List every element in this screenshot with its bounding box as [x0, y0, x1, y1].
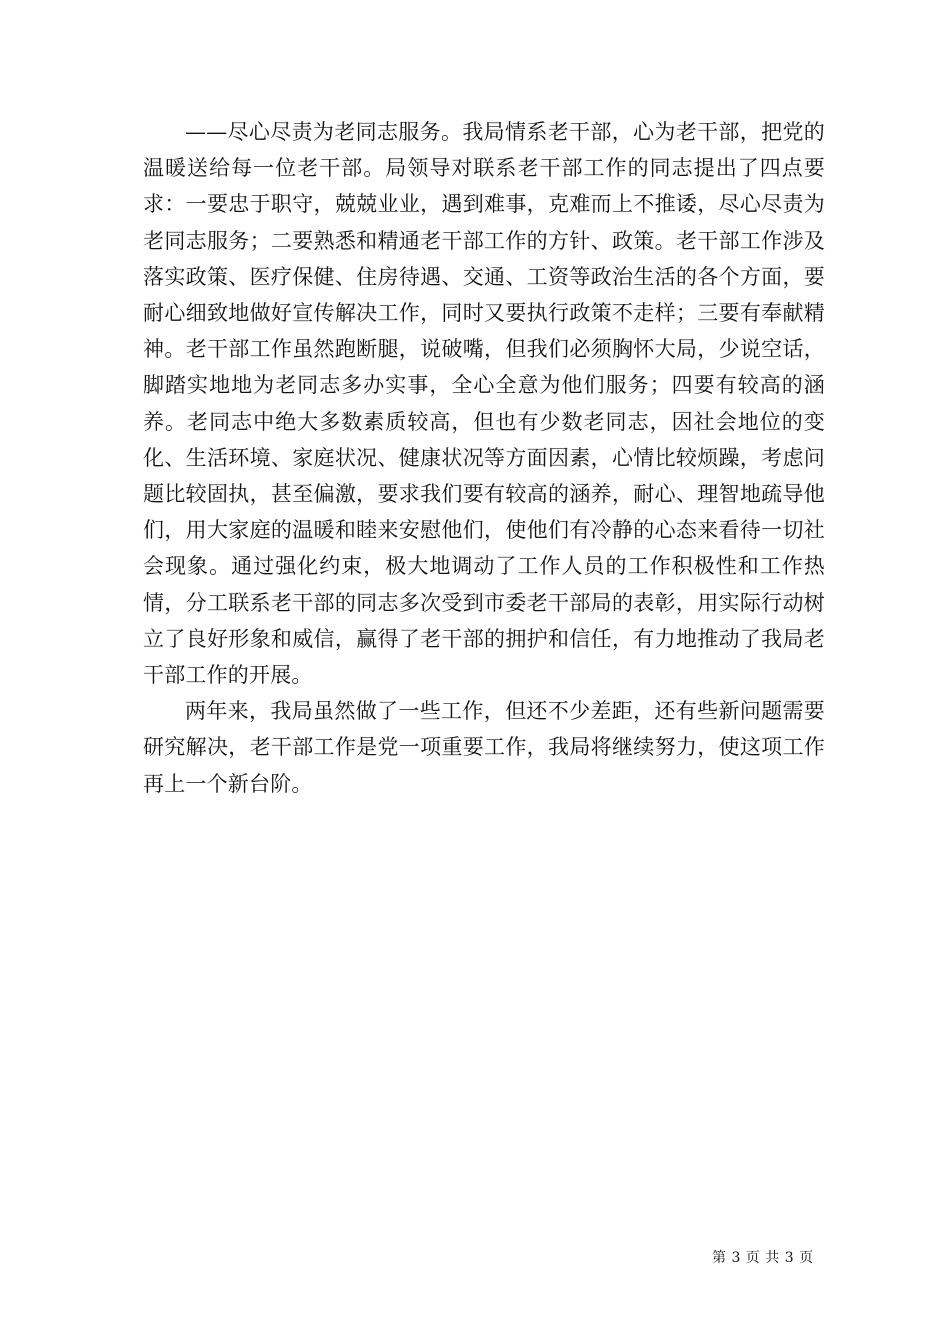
page-number-footer: 第 3 页 共 3 页	[712, 1250, 814, 1266]
paragraph-2: 两年来，我局虽然做了一些工作，但还不少差距，还有些新问题需要研究解决，老干部工作是党一项重要工作，我局将继续努力，使这项工作再上一个新台阶。	[143, 699, 825, 796]
document-body	[143, 114, 825, 802]
paragraph-1: ——尽心尽责为老同志服务。我局情系老干部，心为老干部，把党的温暖送给每一位老干部。局领导对联系老干部工作的同志提出了四点要求：一要忠于职守，兢兢业业，遇到难事，克难而上不推诿，尽心尽责为老同志服务；二要熟悉和精通老干部工作的方针、政策。老干部工作涉及落实政策、医疗保健、住房待遇、交通、工资等政治生活的各个方面，要耐心细致地做好宣传解决工作，同时又要执行政策不走样；三要有奉献精神。老干部工作虽然跑断腿，说破嘴，但我们必须胸怀大局，少说空话，脚踏实地地为老同志多办实事，全心全意为他们服务；四要有较高的涵养。老同志中绝大多数素质较高，但也有少数老同志，因社会地位的变化、生活环境、家庭状况、健康状况等方面因素，心情比较烦躁，考虑问题比较固执，甚至偏激，要求我们要有较高的涵养，耐心、理智地疏导他们，用大家庭的温暖和睦来安慰他们，使他们有冷静的心态来看待一切社会现象。通过强化约束，极大地调动了工作人员的工作积极性和工作热情，分工联系老干部的同志多次受到市委老干部局的表彰，用实际行动树立了良好形象和威信，赢得了老干部的拥护和信任，有力地推动了我局老干部工作的开展。	[143, 120, 825, 688]
